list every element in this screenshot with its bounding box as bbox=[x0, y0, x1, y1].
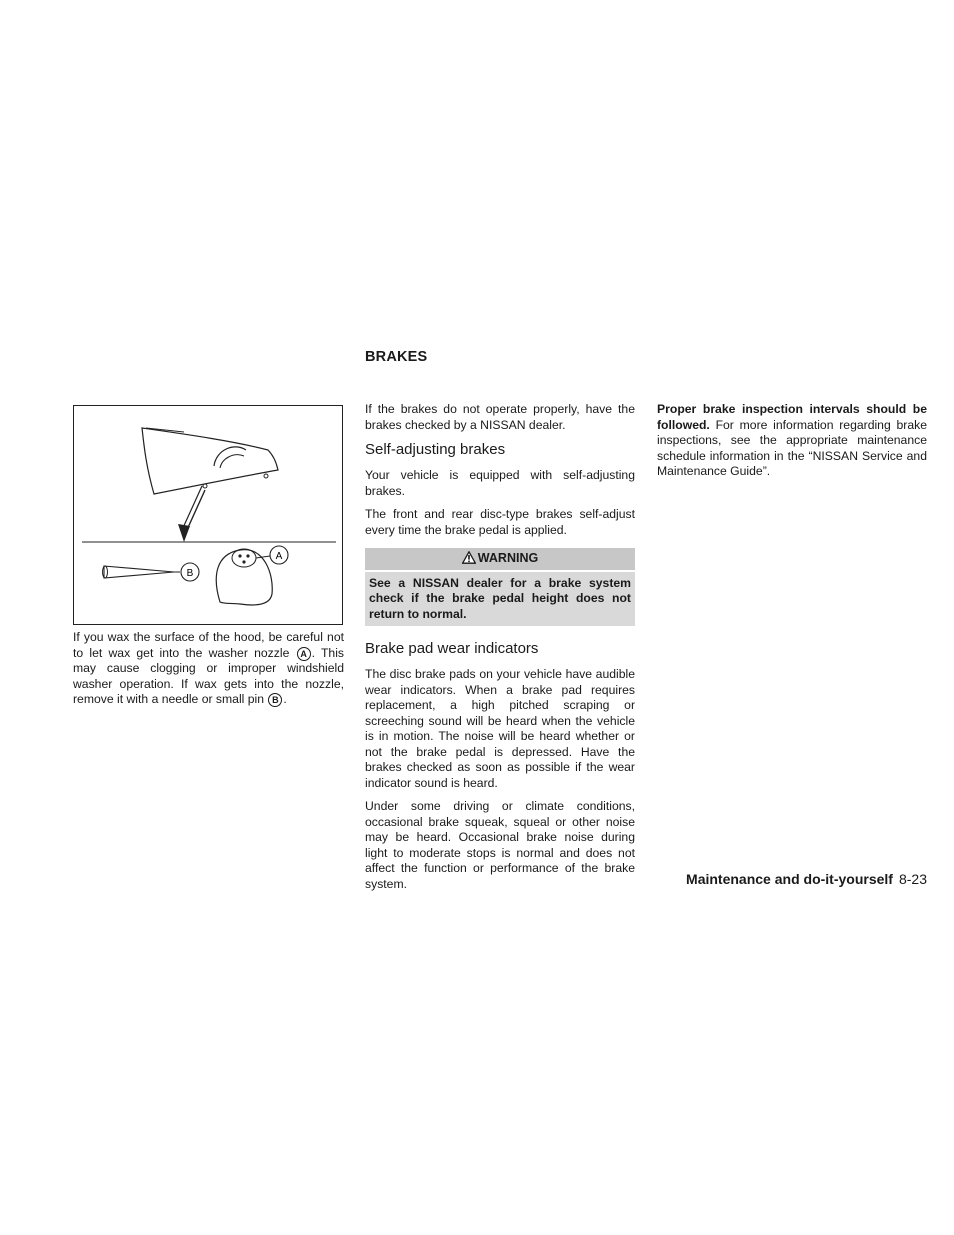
self-adjusting-paragraph-1: Your vehicle is equipped with self-adjusting brakes. bbox=[365, 468, 635, 498]
page-number: 8-23 bbox=[898, 871, 927, 887]
middle-column bbox=[365, 402, 635, 900]
wax-caution-text-1: If you wax the surface of the hood, be careful not to let wax get into the washer nozzle bbox=[73, 630, 344, 660]
callout-b: B bbox=[268, 693, 282, 707]
inspection-paragraph bbox=[657, 402, 927, 480]
warning-title: WARNING bbox=[477, 551, 539, 565]
right-column bbox=[657, 402, 927, 488]
subheading-self-adjusting: Self-adjusting brakes bbox=[365, 441, 506, 458]
brake-pad-paragraph-2: Under some driving or climate conditions, occasional brake squeak, squeal or other noise may be heard. Occasional brake noise during light to moderate stops is normal and does not affect the function or performance of the brake system. bbox=[365, 799, 635, 891]
section-title: BRAKES bbox=[365, 349, 428, 365]
wax-caution-paragraph bbox=[73, 630, 344, 708]
brakes-intro: If the brakes do not operate properly, have the brakes checked by a NISSAN dealer. bbox=[365, 402, 635, 432]
warning-triangle-icon bbox=[462, 551, 476, 564]
brake-pad-paragraph-1: The disc brake pads on your vehicle have audible wear indicators. When a brake pad requires replacement, a high pitched scraping or screeching sound will be heard when the vehicle is in motion. The noise will be heard whether or not the brake pedal is depressed. Have the brakes checked as soon as possible if the wear indicator sound is heard. bbox=[365, 667, 635, 790]
subheading-brake-pad-wear: Brake pad wear indicators bbox=[365, 640, 539, 657]
warning-box bbox=[365, 548, 635, 626]
wax-caution-text-2: . This may cause clogging or improper windshield washer operation. If wax gets into the nozzle, remove it with a needle or small pin bbox=[73, 645, 344, 706]
inspection-text: For more information regarding brake inspections, see the appropriate maintenance schedule information in the “NISSAN Service and Maintenance Guide”. bbox=[657, 417, 927, 478]
self-adjusting-paragraph-2: The front and rear disc-type brakes self-adjust every time the brake pedal is applied. bbox=[365, 507, 635, 537]
footer-section-title: Maintenance and do-it-yourself bbox=[686, 871, 893, 887]
inspection-bold-text: Proper brake inspection intervals should be followed. bbox=[657, 402, 927, 432]
wax-caution-text-3: . bbox=[283, 692, 287, 706]
washer-nozzle-illustration bbox=[73, 405, 343, 625]
left-column bbox=[73, 630, 344, 716]
figure-label-b: B bbox=[186, 568, 194, 579]
warning-header bbox=[365, 548, 635, 572]
page-footer bbox=[686, 871, 927, 887]
hood-nozzle-drawing bbox=[74, 406, 344, 626]
callout-a: A bbox=[297, 647, 311, 661]
warning-text: See a NISSAN dealer for a brake system check if the brake pedal height does not return to normal. bbox=[369, 575, 631, 621]
figure-label-a: A bbox=[275, 551, 283, 562]
